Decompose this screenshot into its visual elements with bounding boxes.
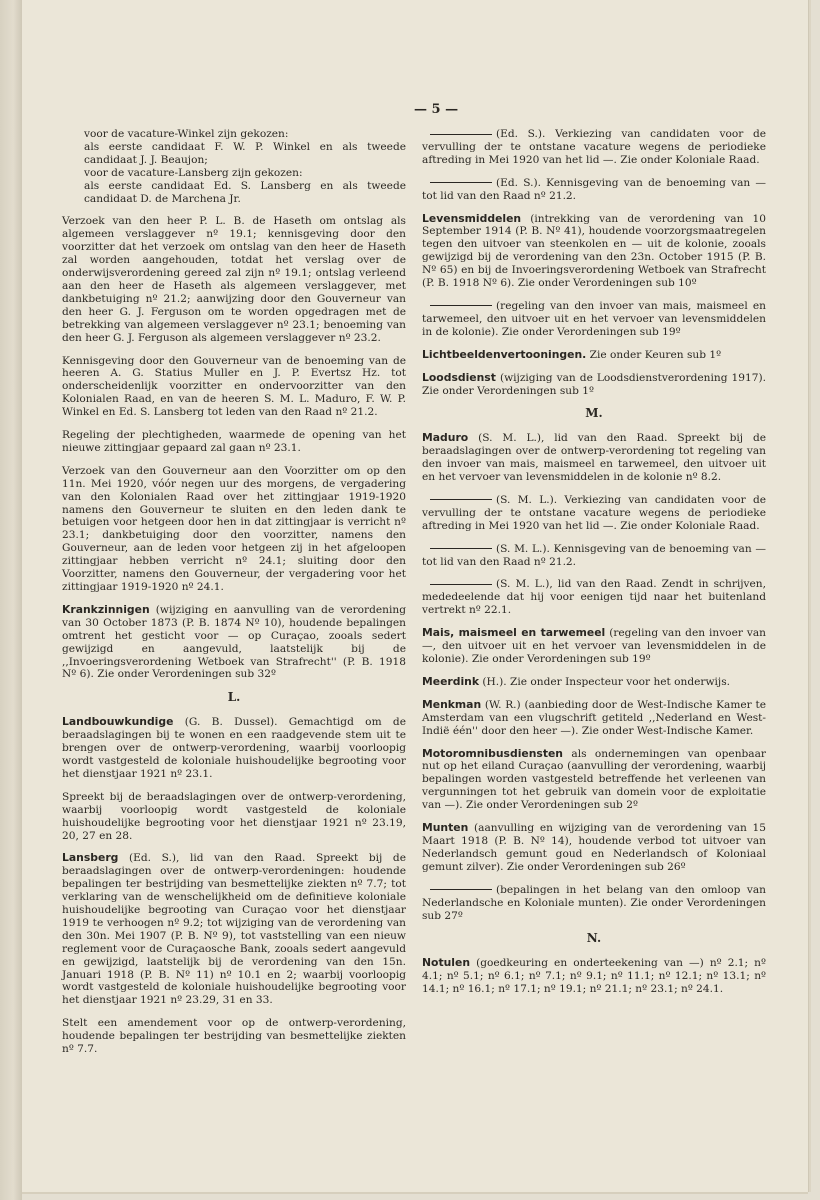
entry-maduro-continued: [422, 543, 766, 569]
entry-lansberg-continued: [422, 128, 766, 167]
repeat-dash: [430, 182, 492, 183]
paragraph: Verzoek van den Gouverneur aan den Voorzitter om op den 11n. Mei 1920, vóór negen uur des morgens, de vergadering van den Kolonialen Raad over het zittingjaar 1919-1920 namens den Gouverneur te sluiten en den leden dank te betuigen voor hetgeen door hen in dat zittingjaar is verricht nº 23.1; dankbetuiging door den voorzitter, namens den Gouverneur, aan de leden voor hetgeen zij in het afgeloopen zittingjaar hebben verricht nº 24.1; sluiting door den Voorzitter, namens den Gouverneur, der vergadering voor het zittingjaar 1919-1920 nº 24.1.: [62, 464, 406, 593]
entry-text: (W. R.) (aanbieding door de West-Indische Kamer te Amsterdam van een vlugschrift getiteld ,,Nederland en West-Indië één'' door den heer —). Zie onder West-Indische Kamer.: [422, 698, 766, 737]
paragraph: voor de vacature-Winkel zijn gekozen:: [84, 128, 289, 140]
entry-text: (Ed. S.), lid van den Raad. Spreekt bij de beraadslagingen over de ontwerp-verordeningen: houdende bepalingen ter bestrijding van besmettelijke ziekten nº 7.7; tot verklaring van de wenschelijkheid om de definitieve koloniale huishoudelijke begrooting van Curaçao voor het dienstjaar 1919 te verhoogen nº 9.2; tot wijziging van de verordening van den 30n. Mei 1907 (P. B. Nº 9), tot vaststelling van een nieuw reglement voor de Curaçaosche Bank, zooals sedert aangevuld en gewijzigd, laatstelijk bij de verordening van den 15n. Januari 1918 (P. B. Nº 11) nº 10.1 en 2; waarbij voorloopig wordt vastgesteld de koloniale huishoudelijke begrooting voor het dienstjaar 1921 nº 23.29, 31 en 33.: [62, 852, 406, 1007]
entry-heading: Lansberg: [62, 851, 119, 865]
entry-text: (regeling van den invoer van mais, maismeel en tarwemeel, den uitvoer uit en het vervoer van levensmiddelen in de kolonie). Zie onder Verordeningen sub 19º: [422, 299, 766, 338]
entry-heading: Lichtbeeldenvertooningen.: [422, 347, 587, 361]
paragraph: als eerste candidaat F. W. P. Winkel en als tweede candidaat J. J. Beaujon;: [84, 140, 406, 166]
entry-heading: Levensmiddelen: [422, 211, 522, 225]
entry-text: (bepalingen in het belang van den omloop van Nederlandsche en Koloniale munten). Zie onder Verordeningen sub 27º: [422, 883, 766, 922]
repeat-dash: [430, 889, 492, 890]
paragraph: Stelt een amendement voor op de ontwerp-verordening, houdende bepalingen ter bestrijding van besmettelijke ziekten nº 7.7.: [62, 1017, 406, 1056]
entry-text: (S. M. L.), lid van den Raad. Zendt in schrijven, mededeelende dat hij voor eenigen tijd naar het buitenland vertrekt nº 22.1.: [422, 578, 766, 617]
entry-heading: Krankzinnigen: [62, 602, 150, 616]
entry-maduro: [422, 432, 766, 484]
section-letter-N: N.: [586, 931, 602, 946]
paragraph: Regeling der plechtigheden, waarmede de opening van het nieuwe zittingjaar gepaard zal gaan nº 23.1.: [62, 429, 406, 454]
entry-text: (aanvulling en wijziging van de verordening van 15 Maart 1918 (P. B. Nº 14), houdende verbod tot uitvoer van Nederlandsch gemunt goud en Nederlandsch of Koloniaal gemunt zilver). Zie onder Verordeningen sub 26º: [422, 822, 767, 873]
entry-maduro-continued: [422, 578, 766, 617]
entry-maduro-continued: [422, 494, 766, 533]
entry-munten-continued: [422, 884, 766, 923]
entry-menkman: [422, 699, 766, 738]
entry-levensmiddelen: [422, 213, 766, 290]
entry-lansberg: [62, 852, 406, 1007]
repeat-dash: [430, 548, 492, 549]
entry-motoromnibusdiensten: [422, 748, 766, 813]
entry-landbouwkundige: [62, 716, 406, 781]
entry-text: (wijziging en aanvulling van de verordening van 30 October 1873 (P. B. 1874 Nº 10), houdende bepalingen omtrent het gesticht voor — op Curaçao, zooals sedert gewijzigd en aangevuld, laatstelijk bij de ,,Invoeringsverordening Wetboek van Strafrecht'' (P. B. 1918 Nº 6). Zie onder Verordeningen sub 32º: [62, 603, 406, 681]
entry-notulen: [422, 957, 766, 996]
paragraph: Spreekt bij de beraadslagingen over de ontwerp-verordening, waarbij voorloopig wordt vastgesteld de koloniale huishoudelijke begrooting voor het dienstjaar 1921 nº 23.19, 20, 27 en 28.: [62, 790, 406, 842]
right-column: [422, 128, 766, 1006]
entry-heading: Landbouwkundige: [62, 715, 174, 729]
entry-loodsdienst: [422, 372, 766, 398]
repeat-dash: [430, 584, 492, 585]
entry-text: als ondernemingen van openbaar nut op het eiland Curaçao (aanvulling der verordening, waarbij bepalingen worden vastgesteld betreffende het verleenen van vergunningen tot het gebruik van domein voor de exploitatie van —). Zie onder Verordeningen sub 2º: [422, 747, 766, 812]
entry-text: (S. M. L.). Verkiezing van candidaten voor de vervulling der te ontstane vacature wegens de periodieke aftreding in Mei 1920 van het lid —. Zie onder Koloniale Raad.: [422, 493, 766, 532]
repeat-dash: [430, 499, 492, 500]
entry-heading: Menkman: [422, 697, 482, 711]
entry-mais: [422, 627, 766, 666]
entry-lansberg-continued: [422, 177, 766, 203]
paragraph: Kennisgeving door den Gouverneur van de benoeming van de heeren A. G. Statius Muller en J. P. Evertsz Hz. tot onderscheidenlijk voorzitter en ondervoorzitter van den Kolonialen Raad, en van de heeren S. M. L. Maduro, F. W. P. Winkel en Ed. S. Lansberg tot leden van den Raad nº 21.2.: [62, 354, 406, 419]
repeat-dash: [430, 134, 492, 135]
section-letter-L: L.: [227, 690, 241, 705]
entry-text: (S. M. L.). Kennisgeving van de benoeming van — tot lid van den Raad nº 21.2.: [422, 542, 766, 568]
paragraph: voor de vacature-Lansberg zijn gekozen:: [84, 166, 303, 179]
page-number: — 5 —: [414, 102, 459, 117]
entry-heading: Meerdink: [422, 674, 480, 688]
entry-text: (regeling van den invoer van —, den uitvoer uit en het vervoer van levensmiddelen in de kolonie). Zie onder Verordeningen sub 19º: [422, 627, 766, 665]
entry-text: (intrekking van de verordening van 10 September 1914 (P. B. Nº 41), houdende voorzorgsmaatregelen tegen den uitvoer van steenkolen en — uit de kolonie, zooals gewijzigd bij de verordening van den 23n. October 1915 (P. B. Nº 65) en bij de Invoeringsverordening Wetboek van Strafrecht (P. B. 1918 Nº 6). Zie onder Verordeningen sub 10º: [422, 212, 766, 290]
entry-levensmiddelen-continued: [422, 300, 766, 339]
entry-text: (wijziging van de Loodsdienstverordening 1917). Zie onder Verordeningen sub 1º: [422, 371, 766, 397]
entry-heading: Notulen: [422, 956, 471, 970]
entry-text: (S. M. L.), lid van den Raad. Spreekt bij de beraadslagingen over de ontwerp-verordening tot regeling van den invoer van mais, maismeel en tarwemeel, den uitvoer uit en het vervoer van levensmiddelen in de kolonie nº 8.2.: [422, 432, 767, 484]
entry-heading: Maduro: [422, 431, 469, 445]
paragraph: Verzoek van den heer P. L. B. de Haseth om ontslag als algemeen verslaggever nº 19.1; kennisgeving door den voorzitter dat het verzoek om ontslag van den heer de Haseth zal worden aangehouden, totdat het verslag over de onderwijsverordening gereed zal zijn nº 19.1; ontslag verleend aan den heer de Haseth als algemeen verslaggever, met dankbetuiging nº 21.2; aanwijzing door den Gouverneur van den heer G. J. Ferguson om te worden opgedragen met de betrekking van algemeen verslaggever nº 23.1; benoeming van den heer G. J. Ferguson als algemeen verslaggever nº 23.2.: [62, 215, 406, 344]
repeat-dash: [430, 305, 492, 306]
entry-heading: Motoromnibusdiensten: [422, 746, 563, 760]
left-column: [62, 128, 406, 1066]
entry-munten: [422, 822, 766, 874]
entry-krankzinnigen: [62, 604, 406, 681]
entry-text: (goedkeuring en onderteekening van —) nº 2.1; nº 4.1; nº 5.1; nº 6.1; nº 7.1; nº 9.1; nº 11.1; nº 12.1; nº 13.1; nº 14.1; nº 16.1; nº 17.1; nº 19.1; nº 21.1; nº 23.1; nº 24.1.: [422, 957, 766, 996]
entry-text: (Ed. S.). Verkiezing van candidaten voor de vervulling der te ontstane vacature wegens de periodieke aftreding in Mei 1920 van het lid —. Zie onder Koloniale Raad.: [422, 128, 766, 166]
entry-lichtbeelden: [422, 349, 766, 362]
entry-heading: Loodsdienst: [422, 370, 496, 384]
paragraph: als eerste candidaat Ed. S. Lansberg en als tweede candidaat D. de Marchena Jr.: [84, 179, 406, 205]
entry-text: (Ed. S.). Kennisgeving van de benoeming van — tot lid van den Raad nº 21.2.: [422, 176, 766, 202]
entry-text: (H.). Zie onder Inspecteur voor het onderwijs.: [482, 675, 731, 688]
entry-heading: Munten: [422, 821, 469, 835]
entry-text: (G. B. Dussel). Gemachtigd om de beraadslagingen bij te wonen en een raadgevende stem uit te brengen over de ontwerp-verordening, waarbij voorloopig wordt vastgesteld de koloniale huishoudelijke begrooting voor het dienstjaar 1921 nº 23.1.: [62, 716, 406, 780]
entry-meerdink: [422, 676, 766, 689]
entry-text: Zie onder Keuren sub 1º: [589, 348, 722, 361]
page-binding-edge: [0, 0, 22, 1200]
entry-heading: Mais, maismeel en tarwemeel: [422, 626, 606, 640]
section-letter-M: M.: [585, 406, 603, 421]
